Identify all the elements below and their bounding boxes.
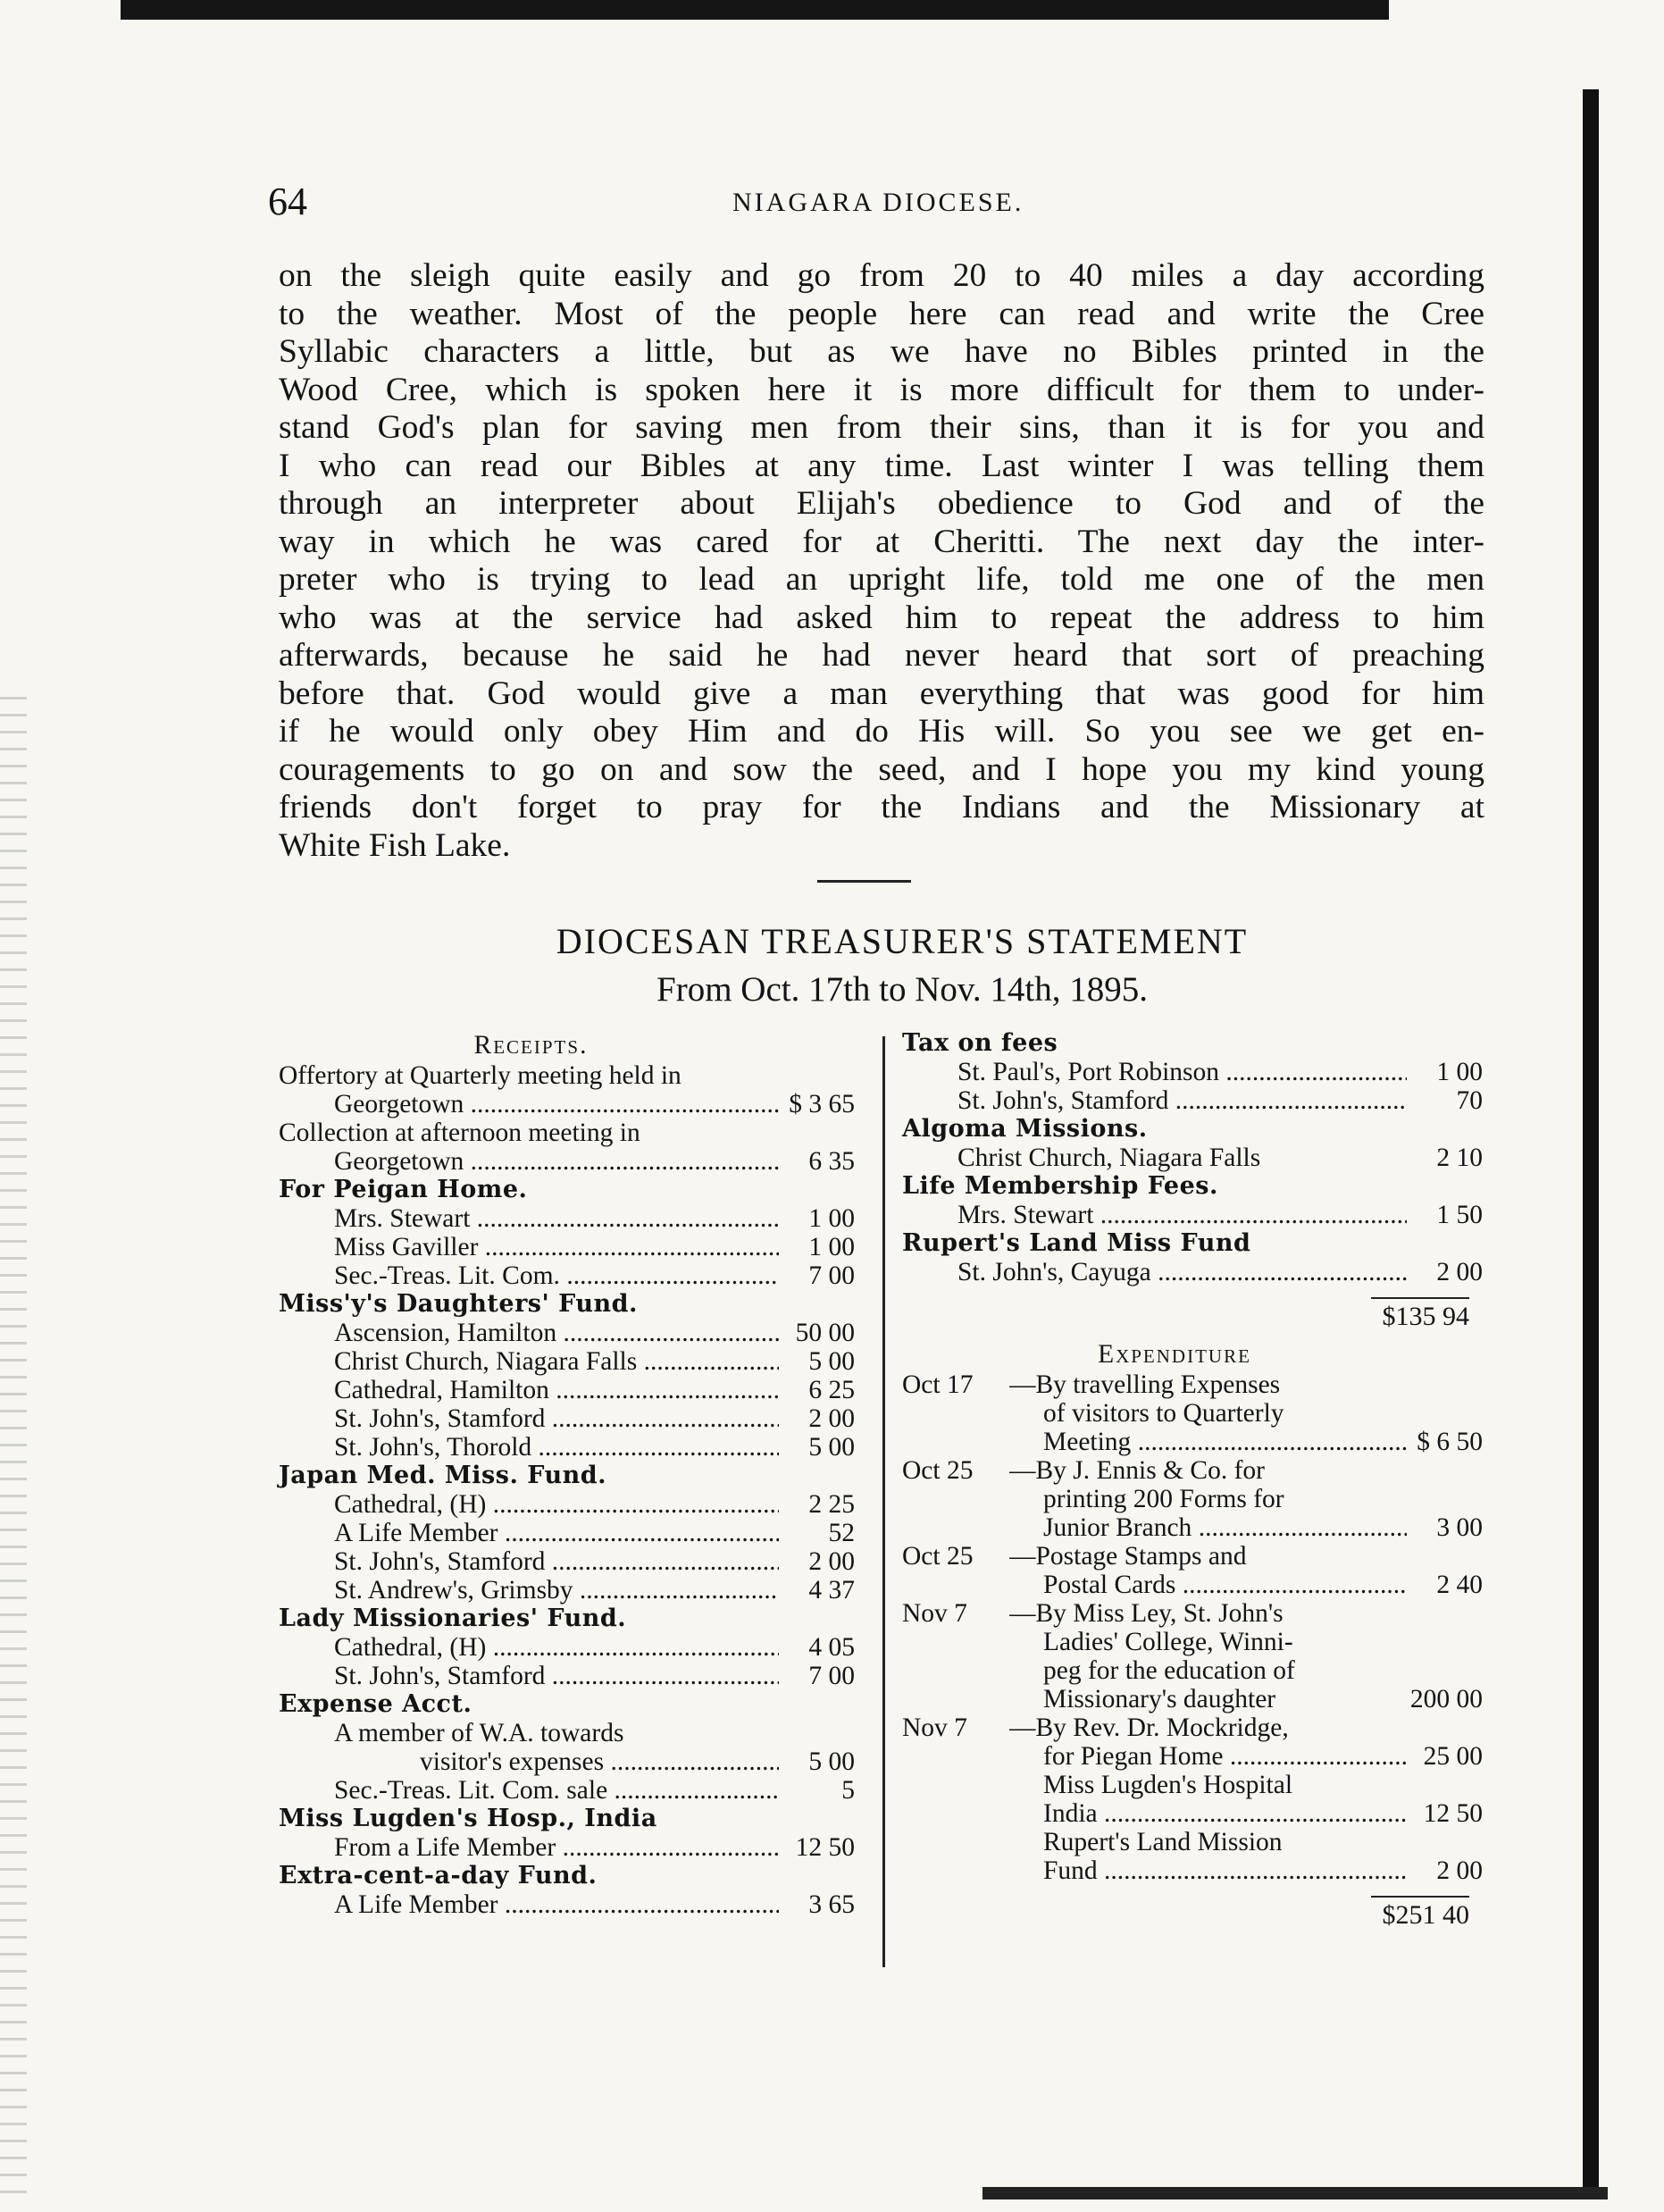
ledger-amount: 3 00: [1436, 1513, 1483, 1542]
ledger-date: Oct 25: [902, 1542, 974, 1571]
ledger-label: Christ Church, Niagara Falls .....: [279, 1347, 779, 1376]
ledger-label: Georgetown .....: [279, 1090, 779, 1119]
ledger-label: Georgetown .....: [279, 1147, 779, 1176]
ledger-amount: 2 00: [808, 1547, 855, 1576]
ledger-amount: 200 00: [1409, 1685, 1483, 1713]
body-line: preter who is trying to lead an upright life, told me one of the men: [279, 561, 1484, 598]
ledger-label: Cathedral, Hamilton .....: [279, 1376, 779, 1404]
expenditure-column: [902, 1029, 1483, 1933]
body-line: if he would only obey Him and do His will. So you see we get en-: [279, 713, 1484, 750]
fund-heading: For Peigan Home.: [279, 1176, 528, 1203]
fund-heading: Japan Med. Miss. Fund.: [279, 1462, 606, 1489]
ledger-label: From a Life Member .....: [279, 1833, 779, 1862]
ledger-row: [279, 1347, 855, 1376]
ledger-label: St. John's, Thorold .....: [279, 1433, 779, 1462]
statement-subtitle: From Oct. 17th to Nov. 14th, 1895.: [656, 970, 1148, 1009]
ledger-row: [279, 1576, 855, 1605]
ledger-row: [902, 1513, 1483, 1542]
ledger-amount: 2 00: [808, 1404, 855, 1433]
left-scan-edge: [0, 697, 27, 2207]
ledger-amount: 70: [1456, 1086, 1483, 1115]
ledger-amount: 4 05: [808, 1633, 855, 1662]
ledger-label: Collection at afternoon meeting in: [279, 1119, 640, 1147]
ledger-label: St. John's, Stamford .....: [279, 1662, 779, 1690]
ledger-label: Offertory at Quarterly meeting held in: [279, 1061, 681, 1090]
bottom-border-rule: [983, 2187, 1608, 2199]
expenditure-total: $251 40: [1382, 1900, 1469, 1930]
ledger-label: Cathedral, (H) .....: [279, 1633, 779, 1662]
ledger-row: [902, 1058, 1483, 1086]
fund-heading: Lady Missionaries' Fund.: [279, 1605, 627, 1632]
ledger-row: [279, 1547, 855, 1576]
ledger-row: [279, 1404, 855, 1433]
ledger-row: [279, 1061, 855, 1090]
ledger-row: [279, 1776, 855, 1805]
receipts-heading: Receipts.: [473, 1031, 589, 1060]
fund-heading: Extra-cent-a-day Fund.: [279, 1862, 598, 1889]
ledger-label: Mrs. Stewart .....: [279, 1204, 779, 1233]
ledger-amount: 6 35: [808, 1147, 855, 1176]
ledger-amount: 12 50: [795, 1833, 855, 1862]
ledger-row: [902, 1628, 1483, 1656]
ledger-label: St. John's, Stamford .....: [279, 1547, 779, 1576]
ledger-label: A Life Member .....: [279, 1890, 779, 1919]
ledger-row: [279, 1490, 855, 1519]
ledger-amount: 2 00: [1436, 1856, 1483, 1885]
ledger-label: Junior Branch .....: [902, 1513, 1407, 1542]
ledger-amount: 2 25: [808, 1490, 855, 1519]
ledger-amount: 5 00: [808, 1747, 855, 1776]
ledger-label: A Life Member .....: [279, 1519, 779, 1547]
ledger-amount: 7 00: [808, 1261, 855, 1290]
fund-heading: Life Membership Fees.: [902, 1172, 1218, 1200]
ledger-amount: 6 25: [808, 1376, 855, 1404]
ledger-amount: 50 00: [795, 1319, 855, 1347]
ledger-row: [902, 1571, 1483, 1599]
ledger-amount: 5: [841, 1776, 855, 1805]
ledger-row: [902, 1144, 1483, 1172]
ledger-row: [902, 1799, 1483, 1828]
ledger-label: visitor's expenses .....: [279, 1747, 779, 1776]
body-line: through an interpreter about Elijah's obedience to God and of the: [279, 485, 1484, 522]
ledger-label: —By travelling Expenses: [1009, 1370, 1281, 1399]
top-border-rule: [121, 0, 1389, 20]
body-line: stand God's plan for saving men from their sins, than it is for you and: [279, 409, 1484, 446]
ledger-row: [279, 1519, 855, 1547]
ledger-label: Sec.-Treas. Lit. Com. .....: [279, 1261, 779, 1290]
ledger-label: Miss Lugden's Hospital: [1043, 1771, 1293, 1799]
ledger-label: Sec.-Treas. Lit. Com. sale .....: [279, 1776, 779, 1805]
ledger-date: Nov 7: [902, 1713, 967, 1742]
ledger-amount: 1 50: [1436, 1201, 1483, 1229]
body-line: afterwards, because he said he had never heard that sort of preaching: [279, 637, 1484, 674]
ledger-row: [902, 1086, 1483, 1115]
ledger-row: [902, 1599, 1483, 1628]
ledger-label: Miss Gaviller .....: [279, 1233, 779, 1261]
body-line: on the sleigh quite easily and go from 20 to 40 miles a day according: [279, 257, 1484, 294]
ledger-label: St. John's, Stamford .....: [279, 1404, 779, 1433]
ledger-row: [902, 1856, 1483, 1885]
ledger-label: Cathedral, (H) .....: [279, 1490, 779, 1519]
fund-heading: Rupert's Land Miss Fund: [902, 1229, 1251, 1257]
fund-heading: Algoma Missions.: [902, 1115, 1148, 1143]
ledger-row: [902, 1399, 1483, 1428]
ledger-row: [279, 1147, 855, 1176]
ledger-row: [902, 1428, 1483, 1456]
receipts-total: $135 94: [1382, 1302, 1469, 1331]
receipts-column: [279, 1029, 855, 1919]
ledger-amount: 2 00: [1436, 1258, 1483, 1286]
body-line: I who can read our Bibles at any time. Last winter I was telling them: [279, 447, 1484, 484]
statement-title: DIOCESAN TREASURER'S STATEMENT: [556, 921, 1249, 961]
ledger-row: [279, 1119, 855, 1147]
fund-heading: Miss'y's Daughters' Fund.: [279, 1290, 638, 1318]
ledger-label: Postal Cards .....: [902, 1571, 1407, 1599]
ledger-row: [902, 1828, 1483, 1856]
ledger-row: [279, 1719, 855, 1747]
ledger-amount: 3 65: [808, 1890, 855, 1919]
ledger-label: Ladies' College, Winni-: [1043, 1628, 1293, 1656]
ledger-label: St. John's, Cayuga .....: [902, 1258, 1407, 1286]
body-line: friends don't forget to pray for the Indians and the Missionary at: [279, 789, 1484, 825]
ledger-amount: 7 00: [808, 1662, 855, 1690]
ledger-amount: 1 00: [1436, 1058, 1483, 1086]
ledger-row: [902, 1713, 1483, 1742]
body-line: Syllabic characters a little, but as we have no Bibles printed in the: [279, 333, 1484, 370]
ledger-row: [279, 1633, 855, 1662]
ledger-label: —By Miss Ley, St. John's: [1009, 1599, 1284, 1628]
ledger-amount: 2 10: [1436, 1144, 1483, 1172]
ledger-label: India .....: [902, 1799, 1407, 1828]
ledger-date: Nov 7: [902, 1599, 967, 1628]
ledger-row: [902, 1485, 1483, 1513]
ledger-row: [279, 1204, 855, 1233]
ledger-label: Meeting .....: [902, 1428, 1407, 1456]
ledger-label: for Piegan Home .....: [902, 1742, 1407, 1771]
body-line: couragements to go on and sow the seed, and I hope you my kind young: [279, 750, 1484, 788]
ledger-row: [902, 1742, 1483, 1771]
ledger-amount: 5 00: [808, 1347, 855, 1376]
right-border-rule: [1583, 89, 1599, 2198]
fund-heading: Expense Acct.: [279, 1690, 472, 1718]
ledger-row: [902, 1771, 1483, 1799]
ledger-row: [902, 1201, 1483, 1229]
body-line: Wood Cree, which is spoken here it is more difficult for them to under-: [279, 371, 1484, 408]
ledger-label: St. Paul's, Port Robinson .....: [902, 1058, 1407, 1086]
page-header: [268, 179, 1536, 232]
ledger-row: [279, 1433, 855, 1462]
ledger-row: [902, 1685, 1483, 1713]
body-line: White Fish Lake.: [279, 826, 511, 864]
ledger-amount: 1 00: [808, 1204, 855, 1233]
ledger-label: Fund .....: [902, 1856, 1407, 1885]
ledger-row: [279, 1747, 855, 1776]
ledger-amount: 52: [828, 1519, 855, 1547]
ledger-row: [902, 1656, 1483, 1685]
ledger-label: of visitors to Quarterly: [1043, 1399, 1284, 1428]
ledger-label: —By Rev. Dr. Mockridge,: [1009, 1713, 1289, 1742]
ledger-row: [902, 1542, 1483, 1571]
ledger-row: [279, 1890, 855, 1919]
ledger-label: printing 200 Forms for: [1043, 1485, 1284, 1513]
ledger-row: [279, 1261, 855, 1290]
ledger-amount: 25 00: [1423, 1742, 1483, 1771]
fund-heading: Miss Lugden's Hosp., India: [279, 1805, 657, 1832]
ledger-label: St. Andrew's, Grimsby .....: [279, 1576, 779, 1605]
ledger-row: [279, 1319, 855, 1347]
running-head: NIAGARA DIOCESE.: [732, 188, 1024, 217]
ledger-row: [279, 1233, 855, 1261]
ledger-row: [279, 1090, 855, 1119]
ledger-amount: $ 6 50: [1417, 1428, 1483, 1456]
ledger-label: Missionary's daughter: [1043, 1685, 1276, 1713]
body-paragraph: [279, 257, 1484, 865]
ledger-label: —Postage Stamps and: [1009, 1542, 1247, 1571]
ledger-amount: 4 37: [808, 1576, 855, 1605]
ledger-row: [279, 1662, 855, 1690]
ledger-label: Ascension, Hamilton .....: [279, 1319, 779, 1347]
ledger-label: Christ Church, Niagara Falls: [957, 1144, 1261, 1172]
ledger-row: [279, 1376, 855, 1404]
ledger-label: St. John's, Stamford .....: [902, 1086, 1407, 1115]
fund-heading: Tax on fees: [902, 1029, 1058, 1057]
ledger-amount: 1 00: [808, 1233, 855, 1261]
ledger-row: [902, 1258, 1483, 1286]
ledger-label: —By J. Ennis & Co. for: [1009, 1456, 1265, 1485]
body-line: before that. God would give a man everything that was good for him: [279, 674, 1484, 712]
ledger-amount: $ 3 65: [789, 1090, 855, 1119]
page-number: 64: [268, 180, 307, 223]
ledger-amount: 5 00: [808, 1433, 855, 1462]
ledger-row: [902, 1456, 1483, 1485]
ledger-date: Oct 17: [902, 1370, 974, 1399]
ledger-label: A member of W.A. towards: [334, 1719, 624, 1747]
ledger-row: [279, 1833, 855, 1862]
ledger-amount: 12 50: [1423, 1799, 1483, 1828]
ledger-amount: 2 40: [1436, 1571, 1483, 1599]
column-divider: [882, 1036, 885, 1967]
ledger-row: [902, 1370, 1483, 1399]
ledger-label: peg for the education of: [1043, 1656, 1295, 1685]
ledger-label: Mrs. Stewart .....: [902, 1201, 1407, 1229]
ledger-date: Oct 25: [902, 1456, 974, 1485]
ledger-label: Rupert's Land Mission: [1043, 1828, 1283, 1856]
expenditure-heading: Expenditure: [1098, 1340, 1251, 1369]
body-line: who was at the service had asked him to repeat the address to him: [279, 599, 1484, 636]
section-divider: [817, 880, 911, 883]
body-line: to the weather. Most of the people here can read and write the Cree: [279, 295, 1484, 332]
body-line: way in which he was cared for at Cheritti. The next day the inter-: [279, 523, 1484, 560]
